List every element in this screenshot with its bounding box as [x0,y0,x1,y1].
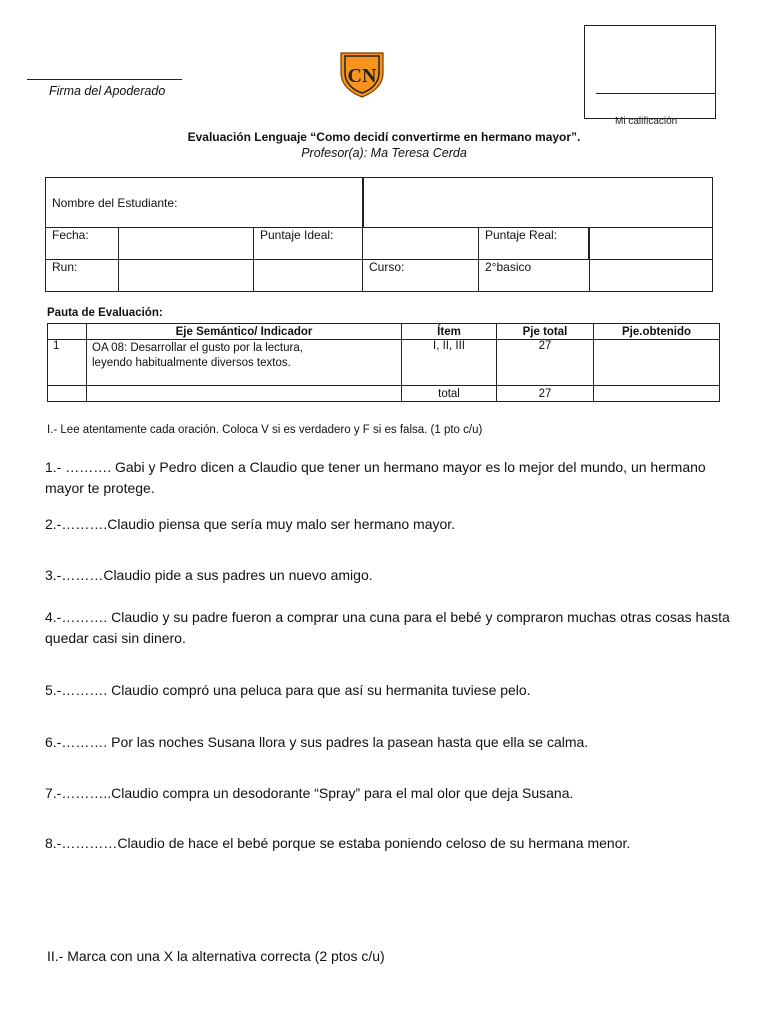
grade-label: Mi calificación [615,116,678,127]
ideal-label-cell [254,228,363,260]
pauta-header-total: Pje total [497,324,594,340]
indicator-line-1: OA 08: Desarrollar el gusto por la lectura, [92,342,303,354]
teacher-name: Profesor(a): Ma Teresa Cerda [301,146,467,160]
section1-instruction: I.- Lee atentamente cada oración. Coloca V si es verdadero y F si es falsa. (1 pto c/u) [47,424,483,436]
empty-cell[interactable] [254,260,363,292]
date-label-cell [46,228,119,260]
question-5: 5.-………. Claudio compró una peluca para que así su hermanita tuviese pelo. [45,682,531,698]
student-name-label-cell [46,178,363,228]
question-2: 2.-……….Claudio piensa que sería muy malo ser hermano mayor. [45,516,456,532]
run-field[interactable] [119,260,254,292]
grade-box[interactable] [584,25,716,119]
empty-cell [87,386,402,402]
pauta-header-num [48,324,87,340]
empty-cell [48,386,87,402]
question-7: 7.-………..Claudio compra un desodorante “Spray” para el mal olor que deja Susana. [45,785,574,801]
pauta-header-item: Ítem [402,324,497,340]
date-field[interactable] [119,228,254,260]
pauta-total-label: total [402,386,497,402]
question-4: 4.-………. Claudio y su padre fueron a comprar una cuna para el bebé y compraron muchas otras cosas hasta quedar casi sin dinero. [45,609,730,646]
pauta-row-obtained[interactable] [594,340,720,386]
pauta-row-items: I, II, III [402,340,497,386]
school-logo-icon [335,49,389,99]
pauta-table [47,323,720,402]
ideal-score-label: Puntaje Ideal: [260,228,334,242]
course-label-cell [363,260,479,292]
pauta-header-obtained: Pje.obtenido [594,324,720,340]
grade-line [596,93,716,94]
run-label-cell [46,260,119,292]
question-1: 1.- ………. Gabi y Pedro dicen a Claudio que tener un hermano mayor es lo mejor del mundo, un hermano mayor te protege. [45,459,706,496]
course-label: Curso: [369,260,405,274]
empty-cell [589,260,713,292]
date-label: Fecha: [52,228,89,242]
pauta-row-indicator [87,340,402,386]
question-3: 3.-………Claudio pide a sus padres un nuevo amigo. [45,567,373,583]
page-title: Evaluación Lenguaje “Como decidí convertirme en hermano mayor”. [187,130,581,144]
real-score-label: Puntaje Real: [485,228,558,242]
logo-letters: CN [347,65,377,87]
signature-label: Firma del Apoderado [49,84,166,98]
indicator-line-2: leyendo habitualmente diversos textos. [92,357,291,369]
pauta-total-obtained[interactable] [594,386,720,402]
course-value: 2°basico [485,260,532,274]
pauta-header-indicator: Eje Semántico/ Indicador [87,324,402,340]
real-score-field[interactable] [589,228,713,260]
student-info-table [45,177,713,292]
question-8: 8.-…………Claudio de hace el bebé porque se estaba poniendo celoso de su hermana menor. [45,835,631,851]
pauta-total-value: 27 [497,386,594,402]
run-label: Run: [52,260,78,274]
pauta-row-num: 1 [48,340,87,386]
real-label-cell [479,228,590,260]
signature-line [27,79,182,80]
section2-instruction: II.- Marca con una X la alternativa correcta (2 ptos c/u) [47,948,385,964]
ideal-score-field[interactable] [363,228,479,260]
course-value-cell [479,260,590,292]
question-6: 6.-………. Por las noches Susana llora y sus padres la pasean hasta que ella se calma. [45,734,589,750]
pauta-title: Pauta de Evaluación: [47,307,163,319]
pauta-row-total: 27 [497,340,594,386]
student-name-label: Nombre del Estudiante: [52,195,178,210]
student-name-field[interactable] [363,178,713,228]
